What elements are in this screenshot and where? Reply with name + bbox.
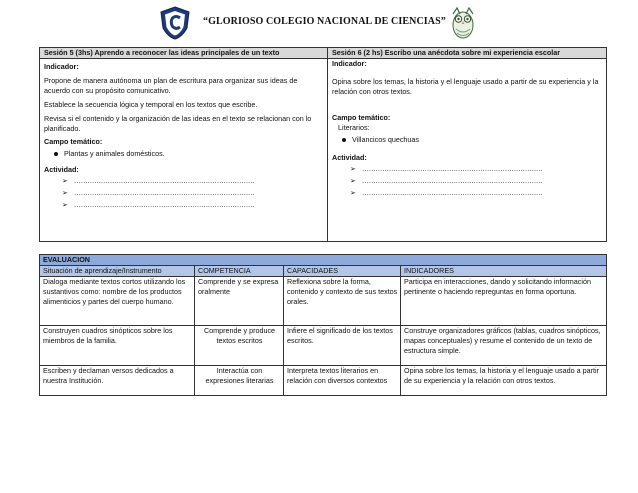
session6-activity-1: ➢ ……………………………………………………………………… (350, 164, 543, 173)
arrow-bullet-icon: ➢ (62, 190, 68, 197)
session6-campo-label: Campo temático: (332, 113, 391, 122)
session5-indicator-2: Establece la secuencia lógica y temporal en los textos que escribe. (44, 100, 258, 109)
arrow-bullet-icon: ➢ (350, 166, 356, 173)
session6-body (328, 59, 607, 242)
session6-activity-3: ➢ ……………………………………………………………………… (350, 188, 543, 197)
page-header (0, 0, 638, 46)
table-row (40, 366, 607, 396)
table-row (40, 326, 607, 366)
row1-competencia: Comprende y se expresa oralmente (195, 277, 284, 326)
session6-indicator-label: Indicador: (332, 59, 367, 68)
row3-competencia: Interactúa con expresiones literarias (195, 366, 284, 396)
bullet-icon (54, 152, 58, 156)
arrow-bullet-icon: ➢ (350, 190, 356, 197)
bullet-icon (342, 138, 346, 142)
session5-body (40, 59, 328, 242)
row2-competencia: Comprende y produce textos escritos (195, 326, 284, 366)
school-name: “GLORIOSO COLEGIO NACIONAL DE CIENCIAS” (203, 16, 446, 27)
arrow-bullet-icon: ➢ (62, 178, 68, 185)
session5-indicator-label: Indicador: (44, 62, 79, 71)
session5-activity-1: ➢ ……………………………………………………………………… (62, 176, 255, 185)
sessions-table (39, 47, 607, 242)
session6-activity-label: Actividad: (332, 153, 367, 162)
school-crest-logo (158, 6, 192, 40)
header-competencia: COMPETENCIA (195, 266, 284, 277)
session6-campo-item (332, 135, 603, 145)
session5-activity-3: ➢ ……………………………………………………………………… (62, 200, 255, 209)
header-indicadores: INDICADORES (401, 266, 607, 277)
row3-indicadores: Opina sobre los temas, la historia y el lenguaje usado a partir de su experiencia y la relación con otros textos. (401, 366, 607, 396)
row1-indicadores: Participa en interacciones, dando y solicitando información pertinente o haciendo repreguntas en forma oportuna. (401, 277, 607, 326)
session5-campo-text: Plantas y animales domésticos. (64, 149, 165, 158)
session6-activity-2: ➢ ……………………………………………………………………… (350, 176, 543, 185)
row3-capacidades: Interpreta textos literarios en relación con diversos contextos (284, 366, 401, 396)
header-capacidades: CAPACIDADES (284, 266, 401, 277)
arrow-bullet-icon: ➢ (350, 178, 356, 185)
header-situacion: Situación de aprendizaje/Instrumento (40, 266, 195, 277)
row2-situacion: Construyen cuadros sinópticos sobre los miembros de la familia. (40, 326, 195, 366)
session6-campo-sub: Literarios: (338, 123, 370, 132)
arrow-bullet-icon: ➢ (62, 202, 68, 209)
session5-indicator-3: Revisa si el contenido y la organización de las ideas en el texto se relacionan con lo planificado. (44, 114, 312, 133)
row1-capacidades: Reflexiona sobre la forma, contenido y contexto de sus textos orales. (284, 277, 401, 326)
session6-indicator-1: Opina sobre los temas, la historia y el lenguaje usado a partir de su experiencia y la relación con otros textos. (332, 77, 599, 96)
session5-campo-item (44, 149, 324, 159)
session5-title: Sesión 5 (3hs) Aprendo a reconocer las ideas principales de un texto (40, 48, 328, 59)
row3-situacion: Escriben y declaman versos dedicados a nuestra Institución. (40, 366, 195, 396)
table-row (40, 277, 607, 326)
owl-mascot-logo (448, 5, 478, 41)
session6-campo-text: Villancicos quechuas (352, 135, 419, 144)
session5-campo-label: Campo temático: (44, 137, 103, 146)
evaluation-table (39, 254, 607, 396)
row2-indicadores: Construye organizadores gráficos (tablas, cuadros sinópticos, mapas conceptuales) y resume el contenido de un texto de estructura simple. (401, 326, 607, 366)
row2-capacidades: Infiere el significado de los textos escritos. (284, 326, 401, 366)
evaluation-title: EVALUACION (40, 255, 607, 266)
session5-activity-2: ➢ ……………………………………………………………………… (62, 188, 255, 197)
session5-activity-label: Actividad: (44, 165, 79, 174)
row1-situacion: Dialoga mediante textos cortos utilizando los sustantivos como: nombre de los productos alimenticios y partes del cuerpo humano. (40, 277, 195, 326)
session6-title: Sesión 6 (2 hs) Escribo una anécdota sobre mi experiencia escolar (328, 48, 607, 59)
session5-indicator-1: Propone de manera autónoma un plan de escritura para organizar sus ideas de acuerdo con su propósito comunicativo. (44, 76, 298, 95)
